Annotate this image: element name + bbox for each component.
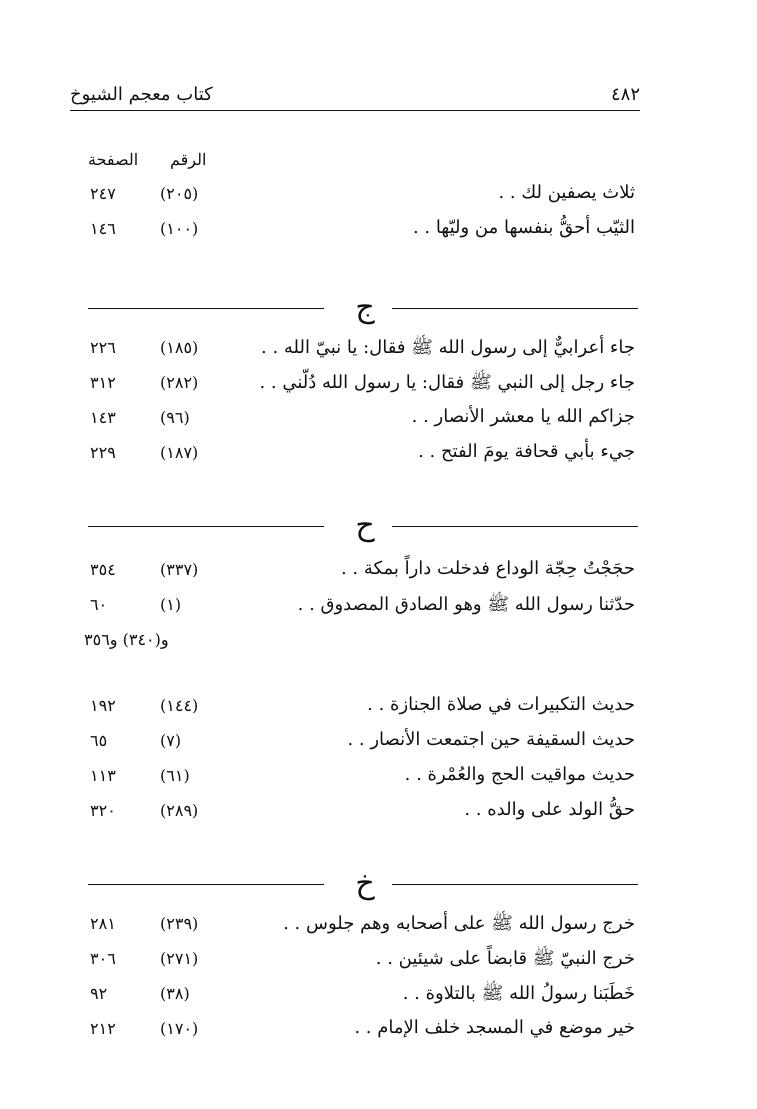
entry-page: ١٩٢ — [90, 696, 116, 715]
letter-divider-kha — [88, 864, 638, 904]
divider-rule — [392, 526, 638, 527]
entry-text: حجَجْتُ حِجّة الوداع فدخلت داراً بمكة . . — [340, 558, 635, 579]
index-entry — [0, 982, 757, 1017]
book-title: كتاب معجم الشيوخ — [70, 84, 213, 105]
page-number: ٤٨٢ — [610, 84, 640, 105]
entry-text: جيء بأبي قحافة يومَ الفتح . . — [418, 441, 635, 462]
entry-text: حقُّ الولد على والده . . — [464, 799, 635, 820]
entry-page: ٦٥ — [90, 731, 108, 750]
section-tha — [0, 182, 757, 252]
entry-text: حديث مواقيت الحج والعُمْرة . . — [404, 764, 635, 785]
index-entry — [0, 764, 757, 799]
entry-additional-reference: و(٣٤٠) و٣٥٦ — [84, 630, 169, 649]
index-entry — [0, 947, 757, 982]
entry-number: (٦١) — [160, 766, 190, 785]
entry-number: (١٨٧) — [160, 443, 199, 462]
divider-rule — [88, 884, 324, 885]
entry-number: (١٧٠) — [160, 1019, 199, 1038]
entry-number: (٣٨) — [160, 984, 190, 1003]
letter-divider-ha — [88, 506, 638, 546]
divider-rule — [392, 308, 638, 309]
section-ha-hadith — [0, 694, 757, 834]
page-header — [70, 84, 640, 111]
column-header-number: الرقم — [170, 150, 207, 169]
entry-text: حدّثنا رسول الله ﷺ وهو الصادق المصدوق . . — [297, 594, 635, 615]
section-kha — [0, 912, 757, 1052]
entry-page: ٢١٢ — [90, 1019, 116, 1038]
entry-page: ١٤٣ — [90, 408, 116, 427]
column-header-page: الصفحة — [88, 150, 139, 169]
letter-divider-jim — [88, 288, 638, 328]
entry-text: خَطَبَنا رسولُ الله ﷺ بالتلاوة . . — [402, 983, 635, 1004]
entry-number: (١٤٤) — [160, 696, 199, 715]
entry-page: ٢٢٦ — [90, 338, 116, 357]
entry-number: (٢٨٩) — [160, 801, 199, 820]
entry-text: خرج رسول الله ﷺ على أصحابه وهم جلوس . . — [283, 913, 635, 934]
index-entry — [0, 441, 757, 476]
entry-page: ٣٥٤ — [90, 560, 116, 579]
entry-text: حديث السقيفة حين اجتمعت الأنصار . . — [347, 729, 635, 750]
divider-rule — [392, 884, 638, 885]
index-entry — [0, 558, 757, 593]
entry-number: (٩٦) — [160, 408, 190, 427]
entry-page: ٦٠ — [90, 595, 108, 614]
section-letter: ج — [355, 290, 375, 325]
entry-text: جزاكم الله يا معشر الأنصار . . — [411, 406, 635, 427]
entry-text: جاء أعرابيٌّ إلى رسول الله ﷺ فقال: يا نبيّ الله . . — [261, 337, 635, 358]
index-entry — [0, 912, 757, 947]
entry-number: (٧) — [160, 731, 182, 750]
entry-page: ٣٠٦ — [90, 949, 116, 968]
entry-page: ٩٢ — [90, 984, 108, 1003]
section-ha — [0, 558, 757, 628]
entry-page: ٢٤٧ — [90, 184, 116, 203]
entry-page: ١١٣ — [90, 766, 116, 785]
entry-number: (٢٨٢) — [160, 373, 199, 392]
entry-number: (٢٠٥) — [160, 184, 199, 203]
index-entry — [0, 371, 757, 406]
index-entry — [0, 182, 757, 217]
index-entry — [0, 729, 757, 764]
index-entry — [0, 799, 757, 834]
index-entry — [0, 694, 757, 729]
entry-page: ٣٢٠ — [90, 801, 116, 820]
index-entry — [0, 217, 757, 252]
index-entry — [0, 336, 757, 371]
section-letter: ح — [355, 508, 375, 543]
entry-number: (٢٧١) — [160, 949, 199, 968]
entry-number: (١) — [160, 595, 182, 614]
entry-text: حديث التكبيرات في صلاة الجنازة . . — [367, 694, 635, 715]
section-jim — [0, 336, 757, 476]
entry-number: (٣٣٧) — [160, 560, 199, 579]
entry-page: ٢٢٩ — [90, 443, 116, 462]
index-entry — [0, 593, 757, 628]
divider-rule — [88, 526, 324, 527]
section-letter: خ — [355, 866, 375, 901]
entry-text: خير موضع في المسجد خلف الإمام . . — [354, 1017, 635, 1038]
divider-rule — [88, 308, 324, 309]
entry-page: ٢٨١ — [90, 914, 116, 933]
entry-number: (٢٣٩) — [160, 914, 199, 933]
index-entry — [0, 1017, 757, 1052]
entry-page: ١٤٦ — [90, 219, 116, 238]
entry-number: (١٨٥) — [160, 338, 199, 357]
entry-number: (١٠٠) — [160, 219, 199, 238]
entry-page: ٣١٢ — [90, 373, 116, 392]
entry-text: الثيّب أحقُّ بنفسها من وليّها . . — [412, 217, 635, 238]
entry-text: خرج النبيّ ﷺ قابضاً على شيئين . . — [375, 948, 635, 969]
entry-text: ثلاث يصفين لك . . — [498, 182, 635, 203]
index-entry — [0, 406, 757, 441]
entry-text: جاء رجل إلى النبي ﷺ فقال: يا رسول الله دُلّني . . — [259, 372, 635, 393]
